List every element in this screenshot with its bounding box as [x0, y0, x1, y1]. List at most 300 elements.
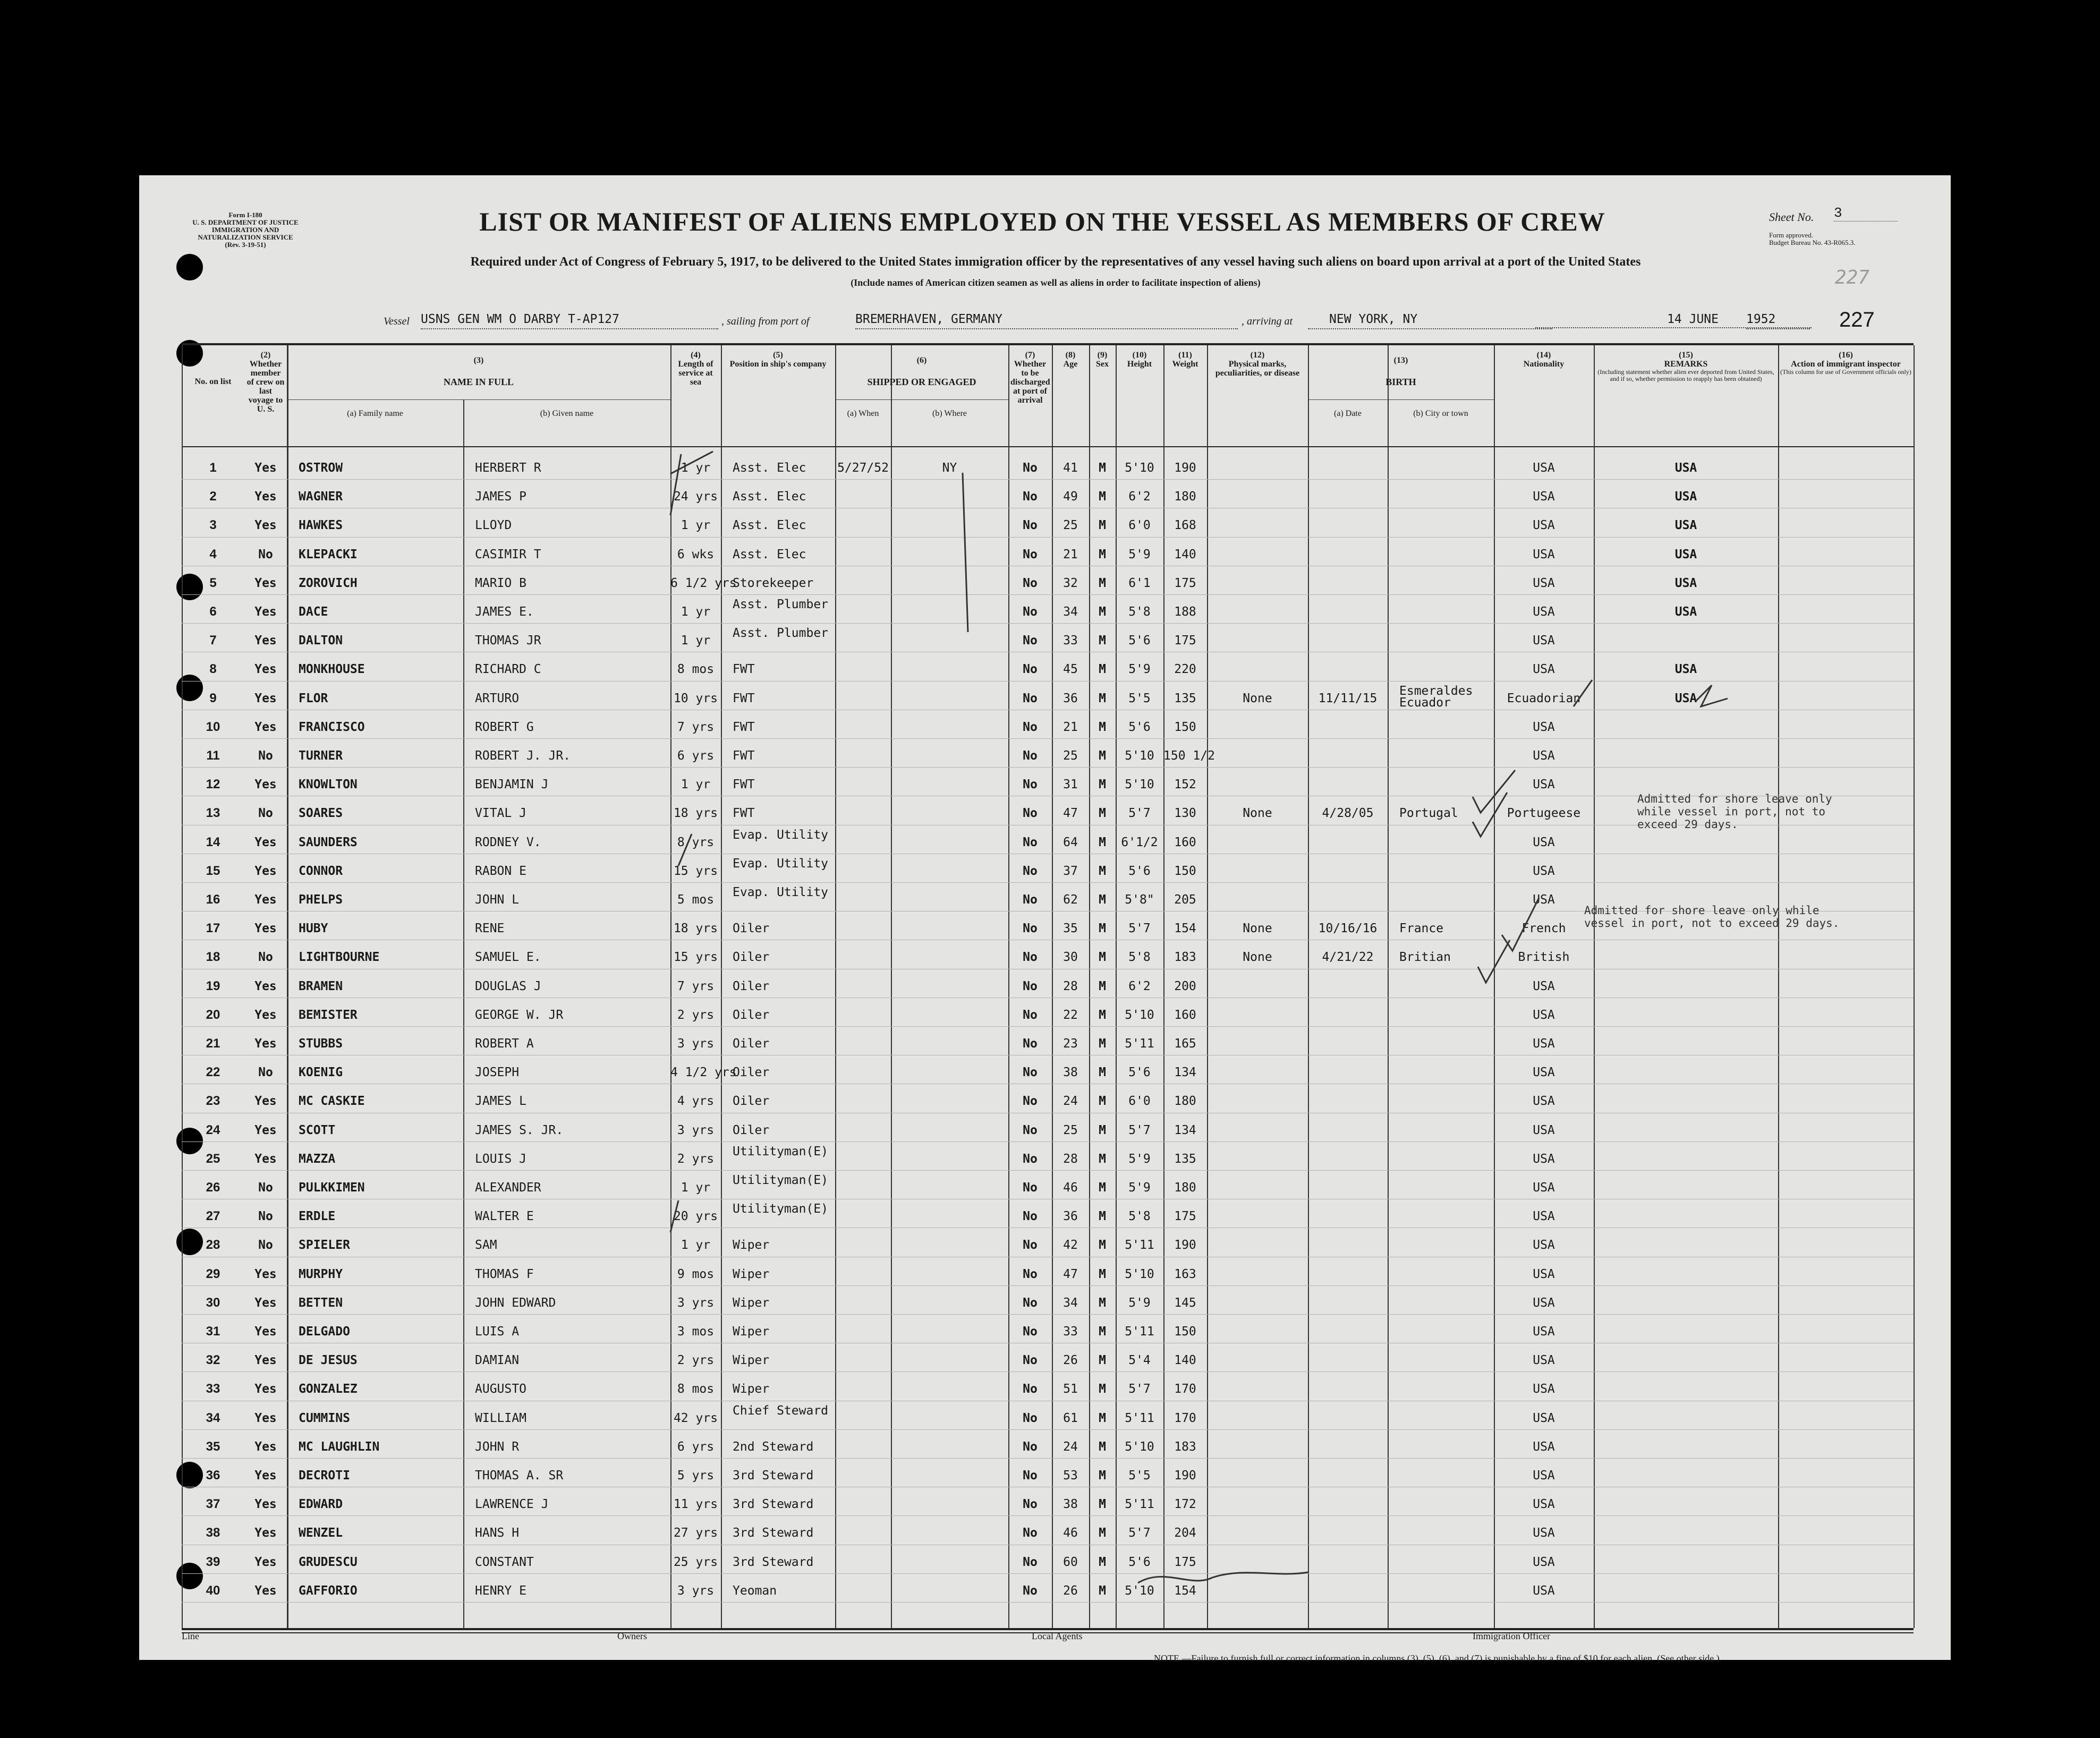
cell-birth-date [1308, 1113, 1388, 1141]
cell-discharged: No [1023, 749, 1038, 763]
cell-nationality: USA [1533, 1296, 1555, 1310]
cell-shipped-where [891, 566, 1008, 594]
cell-given-name: JAMES P [475, 490, 526, 504]
cell-age: 21 [1063, 547, 1078, 561]
cell-family-name: DE JESUS [299, 1353, 358, 1368]
cell-height: 5'10 [1125, 1439, 1154, 1454]
cell-family-name: DACE [299, 605, 328, 619]
cell-sex: M [1099, 950, 1106, 965]
cell-service-length: 5 mos [677, 893, 715, 907]
cell-birth-date [1308, 594, 1388, 623]
cell-shipped-where [891, 1458, 1008, 1487]
cell-nationality: USA [1533, 864, 1555, 878]
column-number: (9) [1097, 351, 1108, 360]
cell-shipped-when [835, 1429, 891, 1458]
cell-weight: 130 [1174, 806, 1196, 821]
cell-discharged: No [1023, 950, 1038, 965]
cell-birth-date [1308, 537, 1388, 566]
cell-service-length: 3 yrs [677, 1037, 715, 1051]
column-number: (5) [773, 351, 783, 360]
cell-family-name: CUMMINS [299, 1411, 350, 1425]
cell-row-number: 14 [206, 834, 220, 849]
cell-age: 47 [1063, 1267, 1078, 1281]
vessel-line [384, 312, 1834, 331]
cell-shipped-when [835, 479, 891, 508]
cell-nationality: USA [1533, 1008, 1555, 1022]
cell-family-name: TURNER [299, 749, 343, 763]
cell-discharged: No [1023, 1382, 1038, 1396]
cell-sex: M [1099, 634, 1106, 648]
cell-shipped-when [835, 1228, 891, 1256]
column-title: Sex [1096, 360, 1109, 369]
cell-discharged: No [1023, 1123, 1038, 1137]
cell-row-number: 38 [206, 1526, 220, 1540]
manifest-title: LIST OR MANIFEST OF ALIENS EMPLOYED ON THE VESSEL AS MEMBERS OF CREW [479, 207, 1605, 236]
cell-birth-date [1308, 1285, 1388, 1314]
cell-given-name: JOHN EDWARD [475, 1296, 556, 1310]
cell-service-length: 3 yrs [677, 1296, 715, 1310]
cell-service-length: 2 yrs [677, 1008, 715, 1022]
cell-weight: 205 [1174, 893, 1196, 907]
cell-position: Wiper [733, 1238, 770, 1253]
cell-position: FWT [733, 778, 755, 792]
cell-given-name: RODNEY V. [475, 835, 541, 849]
cell-service-length: 10 yrs [673, 691, 718, 705]
cell-birth-city [1388, 738, 1494, 767]
cell-previous-voyage: Yes [254, 461, 277, 475]
cell-birth-city [1388, 1113, 1494, 1141]
cell-row-number: 35 [206, 1439, 220, 1454]
cell-physical-marks: None [1243, 806, 1272, 821]
cell-weight: 165 [1174, 1037, 1196, 1051]
cell-previous-voyage: Yes [254, 1526, 277, 1540]
cell-height: 6'0 [1128, 1094, 1151, 1109]
cell-birth-date [1308, 710, 1388, 738]
cell-family-name: GONZALEZ [299, 1382, 358, 1396]
cell-height: 5'11 [1125, 1497, 1154, 1512]
cell-age: 32 [1063, 576, 1078, 590]
cell-remarks: USA [1674, 605, 1697, 619]
cell-height: 5'9 [1128, 1152, 1151, 1166]
cell-weight: 175 [1174, 634, 1196, 648]
cell-age: 41 [1063, 461, 1078, 475]
cell-family-name: SAUNDERS [299, 835, 358, 849]
cell-height: 5'6 [1128, 864, 1151, 878]
table-row [139, 1055, 1951, 1084]
column-title: Weight [1172, 360, 1198, 369]
column-header-c6 [835, 356, 1008, 398]
cell-weight: 154 [1174, 1583, 1196, 1598]
cell-height: 5'9 [1128, 1181, 1151, 1195]
cell-previous-voyage: Yes [254, 835, 277, 849]
cell-age: 28 [1063, 1152, 1078, 1166]
cell-shipped-where [891, 940, 1008, 968]
cell-discharged: No [1023, 1497, 1038, 1512]
cell-remarks [1594, 1573, 1778, 1602]
cell-weight: 145 [1174, 1296, 1196, 1310]
row-rule [182, 1602, 1914, 1603]
column-number: (8) [1065, 351, 1076, 360]
cell-previous-voyage: Yes [254, 979, 277, 993]
cell-service-length: 9 mos [677, 1267, 715, 1281]
cell-birth-city [1388, 1055, 1494, 1084]
form-agency: U. S. DEPARTMENT OF JUSTICE [192, 218, 299, 226]
table-row [139, 969, 1951, 998]
cell-shipped-where [891, 1371, 1008, 1400]
cell-height: 5'7 [1128, 1123, 1151, 1137]
cell-age: 46 [1063, 1526, 1078, 1540]
cell-nationality: USA [1533, 634, 1555, 648]
table-top-border [182, 343, 1914, 345]
column-subheader-c13a: (a) Date [1334, 409, 1362, 418]
cell-birth-date [1308, 1055, 1388, 1084]
cell-weight: 150 [1174, 720, 1196, 734]
table-row [139, 1170, 1951, 1199]
column-number: (15) [1679, 351, 1693, 360]
cell-discharged: No [1023, 864, 1038, 878]
form-revision: (Rev. 3-19-51) [225, 241, 266, 249]
cell-row-number: 21 [206, 1036, 220, 1051]
cell-previous-voyage: Yes [254, 1152, 277, 1166]
cell-age: 24 [1063, 1439, 1078, 1454]
cell-nationality: USA [1533, 1037, 1555, 1051]
cell-sex: M [1099, 778, 1106, 792]
cell-physical-marks: None [1243, 950, 1272, 965]
cell-weight: 160 [1174, 1008, 1196, 1022]
cell-age: 62 [1063, 893, 1078, 907]
cell-shipped-when [835, 623, 891, 652]
name-subheader-rule [287, 399, 670, 400]
cell-birth-city [1388, 854, 1494, 882]
cell-physical-marks [1207, 1170, 1308, 1199]
cell-position: Asst. Elec [733, 461, 806, 475]
cell-previous-voyage: No [258, 950, 273, 965]
cell-given-name: VITAL J [475, 806, 526, 821]
cell-given-name: WALTER E [475, 1209, 534, 1224]
cell-position: Oiler [733, 1066, 770, 1080]
cell-shipped-when [835, 1026, 891, 1055]
cell-service-length: 15 yrs [673, 950, 718, 965]
cell-given-name: JAMES L [475, 1094, 526, 1109]
cell-weight: 200 [1174, 979, 1196, 993]
cell-sex: M [1099, 1325, 1106, 1339]
cell-physical-marks [1207, 1141, 1308, 1170]
cell-family-name: WAGNER [299, 490, 343, 504]
cell-sex: M [1099, 720, 1106, 734]
footer-line-label: Line [182, 1631, 199, 1641]
cell-service-length: 5 yrs [677, 1469, 715, 1483]
footer-officer-label: Immigration Officer [1473, 1631, 1551, 1641]
cell-previous-voyage: Yes [254, 778, 277, 792]
cell-shipped-when [835, 940, 891, 968]
cell-weight: 135 [1174, 1152, 1196, 1166]
cell-birth-city: Esmeraldes Ecuador [1399, 684, 1473, 710]
table-row [139, 710, 1951, 738]
cell-shipped-where [891, 1257, 1008, 1285]
cell-birth-date [1308, 969, 1388, 998]
cell-nationality: USA [1533, 1411, 1555, 1425]
cell-shipped-when [835, 710, 891, 738]
cell-service-length: 6 yrs [677, 1439, 715, 1454]
cell-shipped-where [891, 652, 1008, 680]
cell-birth-date [1308, 1573, 1388, 1602]
table-row [139, 825, 1951, 854]
cell-shipped-when [835, 1371, 891, 1400]
cell-remarks: USA [1674, 547, 1697, 561]
cell-previous-voyage: Yes [254, 576, 277, 590]
column-title: SHIPPED OR ENGAGED [867, 377, 976, 387]
cell-position: Storekeeper [733, 576, 814, 590]
cell-shipped-when [835, 1141, 891, 1170]
cell-height: 5'8 [1128, 605, 1151, 619]
cell-physical-marks [1207, 537, 1308, 566]
cell-previous-voyage: Yes [254, 893, 277, 907]
cell-birth-city [1388, 767, 1494, 796]
cell-shipped-where [891, 738, 1008, 767]
cell-discharged: No [1023, 1526, 1038, 1540]
cell-remarks [1594, 1228, 1778, 1256]
cell-sex: M [1099, 1583, 1106, 1598]
cell-position: Wiper [733, 1267, 770, 1281]
cell-weight: 170 [1174, 1411, 1196, 1425]
cell-weight: 180 [1174, 1094, 1196, 1109]
cell-shipped-where [891, 1285, 1008, 1314]
column-title: Whether to be discharged at port of arrival [1010, 360, 1050, 405]
column-header-c8 [1052, 351, 1089, 451]
column-title: Action of immigrant inspector [1791, 360, 1901, 369]
cell-service-length: 6 yrs [677, 749, 715, 763]
cell-shipped-when [835, 1257, 891, 1285]
cell-family-name: EDWARD [299, 1497, 343, 1512]
cell-sex: M [1099, 1267, 1106, 1281]
cell-previous-voyage: Yes [254, 1325, 277, 1339]
cell-family-name: HUBY [299, 922, 328, 936]
cell-remarks: USA [1674, 691, 1697, 705]
cell-birth-city [1388, 479, 1494, 508]
cell-discharged: No [1023, 490, 1038, 504]
cell-given-name: HENRY E [475, 1583, 526, 1598]
cell-physical-marks [1207, 710, 1308, 738]
cell-remarks [1594, 1257, 1778, 1285]
table-row [139, 1401, 1951, 1429]
cell-previous-voyage: Yes [254, 864, 277, 878]
cell-family-name: PULKKIMEN [299, 1181, 365, 1195]
cell-birth-city [1388, 1026, 1494, 1055]
cell-nationality: USA [1533, 893, 1555, 907]
cell-physical-marks [1207, 1371, 1308, 1400]
cell-remarks [1594, 1429, 1778, 1458]
cell-family-name: WENZEL [299, 1526, 343, 1540]
cell-sex: M [1099, 1555, 1106, 1569]
cell-sex: M [1099, 749, 1106, 763]
footer-owners-label: Owners [617, 1631, 647, 1641]
cell-discharged: No [1023, 893, 1038, 907]
cell-birth-date [1308, 1545, 1388, 1573]
cell-shipped-when [835, 767, 891, 796]
column-header-c7 [1008, 351, 1052, 451]
cell-previous-voyage: No [258, 806, 273, 821]
cell-physical-marks: None [1243, 922, 1272, 936]
cell-service-length: 20 yrs [673, 1209, 718, 1224]
cell-discharged: No [1023, 1411, 1038, 1425]
cell-birth-date: 10/16/16 [1318, 922, 1378, 936]
cell-shipped-when [835, 566, 891, 594]
cell-birth-date [1308, 1515, 1388, 1544]
cell-height: 5'10 [1125, 461, 1154, 475]
cell-remarks [1594, 796, 1778, 824]
cell-nationality: USA [1533, 1267, 1555, 1281]
cell-age: 34 [1063, 1296, 1078, 1310]
cell-birth-city [1388, 1343, 1494, 1371]
table-bottom-border [182, 1628, 1914, 1630]
cell-remarks [1594, 1545, 1778, 1573]
column-subheader-c3a: (a) Family name [347, 409, 403, 418]
cell-row-number: 27 [206, 1209, 220, 1224]
table-row [139, 450, 1951, 479]
form-number: Form I-180 [228, 211, 262, 219]
cell-previous-voyage: Yes [254, 1439, 277, 1454]
cell-birth-city [1388, 1515, 1494, 1544]
cell-sex: M [1099, 806, 1106, 821]
cell-weight: 175 [1174, 1209, 1196, 1224]
cell-family-name: DALTON [299, 634, 343, 648]
cell-nationality: USA [1533, 1181, 1555, 1195]
column-title: Age [1063, 360, 1078, 369]
cell-shipped-where [891, 1343, 1008, 1371]
cell-position: 2nd Steward [733, 1439, 814, 1454]
cell-shipped-where [891, 796, 1008, 824]
cell-age: 49 [1063, 490, 1078, 504]
cell-age: 47 [1063, 806, 1078, 821]
cell-discharged: No [1023, 1238, 1038, 1253]
cell-birth-city: Portugal [1399, 806, 1458, 821]
cell-birth-city [1388, 1141, 1494, 1170]
cell-position: Asst. Elec [733, 490, 806, 504]
cell-physical-marks [1207, 1487, 1308, 1515]
cell-service-length: 1 yr [681, 1238, 711, 1253]
cell-service-length: 8 yrs [677, 835, 715, 849]
cell-birth-date [1308, 566, 1388, 594]
cell-service-length: 1 yr [681, 518, 711, 533]
cell-physical-marks [1207, 1228, 1308, 1256]
table-row [139, 1573, 1951, 1602]
cell-position: 3rd Steward [733, 1555, 814, 1569]
column-number: (14) [1536, 351, 1551, 360]
cell-physical-marks [1207, 566, 1308, 594]
cell-position: FWT [733, 749, 755, 763]
column-title: No. on list [194, 377, 232, 386]
cell-previous-voyage: Yes [254, 1008, 277, 1022]
cell-given-name: ROBERT A [475, 1037, 534, 1051]
cell-remarks [1594, 825, 1778, 854]
cell-given-name: ROBERT J. JR. [475, 749, 571, 763]
cell-position: Oiler [733, 922, 770, 936]
cell-sex: M [1099, 1209, 1106, 1224]
cell-service-length: 2 yrs [677, 1152, 715, 1166]
form-identifier [182, 211, 309, 249]
cell-physical-marks [1207, 1026, 1308, 1055]
cell-nationality: USA [1533, 749, 1555, 763]
column-number: (16) [1839, 351, 1853, 360]
cell-family-name: STUBBS [299, 1037, 343, 1051]
cell-service-length: 4 1/2 yrs [670, 1066, 737, 1080]
cell-physical-marks [1207, 1314, 1308, 1343]
cell-physical-marks [1207, 998, 1308, 1026]
cell-given-name: LOUIS J [475, 1152, 526, 1166]
cell-birth-date [1308, 1026, 1388, 1055]
cell-shipped-when [835, 1343, 891, 1371]
cell-family-name: LIGHTBOURNE [299, 950, 380, 965]
cell-row-number: 10 [206, 719, 220, 734]
cell-given-name: THOMAS JR [475, 634, 541, 648]
cell-family-name: MURPHY [299, 1267, 343, 1281]
cell-shipped-when [835, 508, 891, 536]
cell-shipped-when [835, 854, 891, 882]
cell-birth-city [1388, 652, 1494, 680]
cell-service-length: 7 yrs [677, 720, 715, 734]
cell-birth-city [1388, 1285, 1494, 1314]
cell-birth-date [1308, 450, 1388, 479]
cell-row-number: 29 [206, 1266, 220, 1281]
cell-nationality: USA [1533, 1555, 1555, 1569]
cell-weight: 135 [1174, 691, 1196, 705]
cell-row-number: 5 [209, 575, 217, 590]
cell-sex: M [1099, 864, 1106, 878]
cell-family-name: MC LAUGHLIN [299, 1439, 380, 1454]
cell-given-name: LUIS A [475, 1325, 520, 1339]
cell-family-name: BETTEN [299, 1296, 343, 1310]
cell-shipped-where [891, 911, 1008, 940]
column-subtitle: (This column for use of Government officials only) [1780, 368, 1911, 376]
cell-previous-voyage: Yes [254, 1382, 277, 1396]
cell-service-length: 15 yrs [673, 864, 718, 878]
cell-birth-date [1308, 623, 1388, 652]
cell-age: 38 [1063, 1066, 1078, 1080]
cell-height: 5'8 [1128, 950, 1151, 965]
manifest-subnote: (Include names of American citizen seamen as well as aliens in order to facilitate inspection of aliens) [851, 277, 1261, 288]
cell-row-number: 3 [209, 518, 217, 533]
cell-height: 6'2 [1128, 979, 1151, 993]
cell-remarks: USA [1674, 490, 1697, 504]
cell-service-length: 1 yr [681, 1181, 711, 1195]
cell-age: 46 [1063, 1181, 1078, 1195]
cell-previous-voyage: Yes [254, 634, 277, 648]
cell-service-length: 1 yr [681, 778, 711, 792]
cell-age: 33 [1063, 1325, 1078, 1339]
cell-weight: 154 [1174, 922, 1196, 936]
cell-birth-city [1388, 594, 1494, 623]
footer-agents-label: Local Agents [1032, 1631, 1083, 1641]
cell-shipped-when [835, 1515, 891, 1544]
cell-remarks [1594, 1487, 1778, 1515]
cell-physical-marks [1207, 1429, 1308, 1458]
cell-family-name: KOENIG [299, 1066, 343, 1080]
cell-birth-city [1388, 566, 1494, 594]
cell-previous-voyage: No [258, 1209, 273, 1224]
cell-weight: 220 [1174, 662, 1196, 677]
cell-row-number: 1 [209, 461, 217, 475]
cell-nationality: USA [1533, 778, 1555, 792]
cell-shipped-where [891, 594, 1008, 623]
cell-previous-voyage: Yes [254, 1469, 277, 1483]
cell-height: 6'1 [1128, 576, 1151, 590]
cell-remarks [1594, 1170, 1778, 1199]
cell-birth-city [1388, 882, 1494, 911]
table-row [139, 796, 1951, 824]
cell-physical-marks [1207, 479, 1308, 508]
cell-physical-marks [1207, 1545, 1308, 1573]
cell-shipped-when [835, 1199, 891, 1228]
